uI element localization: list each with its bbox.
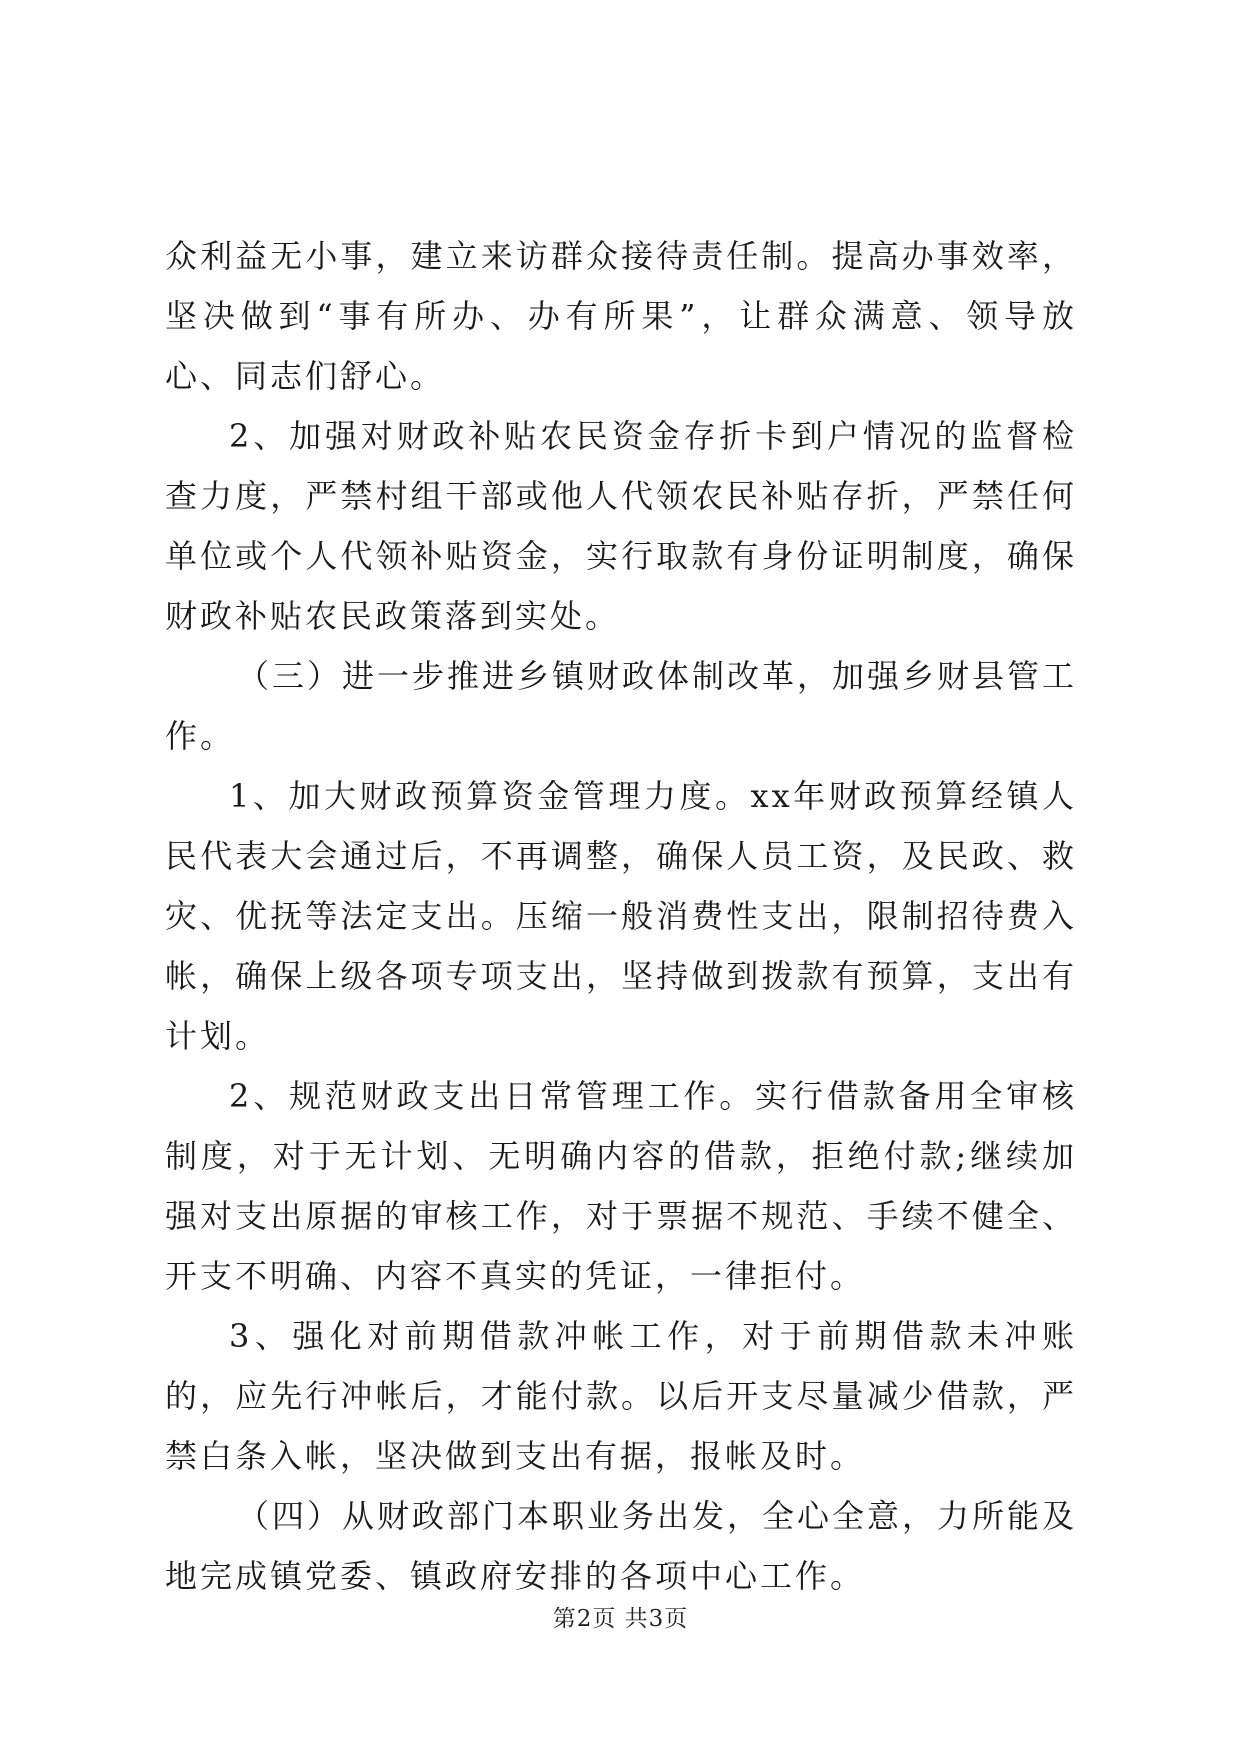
paragraph-item-2-expenditure: 2、规范财政支出日常管理工作。实行借款备用全审核制度，对于无计划、无明确内容的借款，拒绝付款;继续加强对支出原据的审核工作，对于票据不规范、手续不健全、开支不明确、内容不真实的凭证，一律拒付。 <box>165 1077 1077 1295</box>
section-heading-3: （三）进一步推进乡镇财政体制改革，加强乡财县管工作。 <box>165 657 1078 755</box>
page-number-footer: 第2页 共3页 <box>552 1606 689 1632</box>
paragraph-item-3-loans: 3、强化对前期借款冲帐工作，对于前期借款未冲账的，应先行冲帐后，才能付款。以后开支尽量减少借款，严禁白条入帐，坚决做到支出有据，报帐及时。 <box>165 1317 1077 1475</box>
paragraph-item-1-budget: 1、加大财政预算资金管理力度。xx年财政预算经镇人民代表大会通过后，不再调整，确保人员工资，及民政、救灾、优抚等法定支出。压缩一般消费性支出，限制招待费入帐，确保上级各项专项支出，坚持做到拨款有预算，支出有计划。 <box>165 777 1077 1055</box>
paragraph-continuation: 众利益无小事，建立来访群众接待责任制。提高办事效率，坚决做到“事有所办、办有所果”，让群众满意、领导放心、同志们舒心。 <box>165 237 1077 395</box>
document-body <box>165 226 1077 1606</box>
section-heading-4: （四）从财政部门本职业务出发，全心全意，力所能及地完成镇党委、镇政府安排的各项中心工作。 <box>165 1497 1078 1595</box>
paragraph-item-2-subsidy: 2、加强对财政补贴农民资金存折卡到户情况的监督检查力度，严禁村组干部或他人代领农民补贴存折，严禁任何单位或个人代领补贴资金，实行取款有身份证明制度，确保财政补贴农民政策落到实处。 <box>165 417 1077 635</box>
